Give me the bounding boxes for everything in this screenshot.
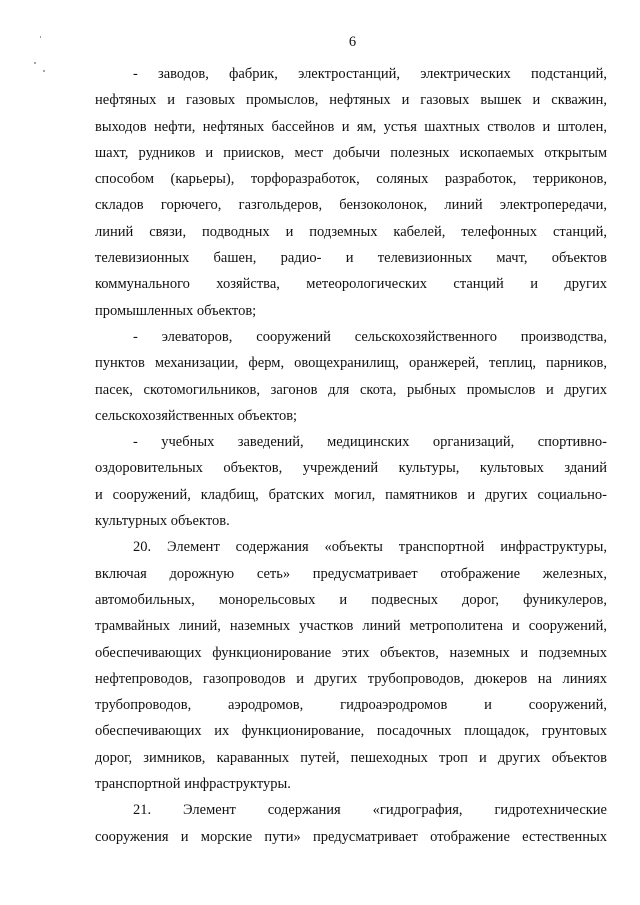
text-line: 20. Элемент содержания «объекты транспортной инфраструктуры, <box>133 539 607 556</box>
text-line: - заводов, фабрик, электростанций, электрических подстанций, <box>133 66 607 82</box>
text-line: трамвайных линий, наземных участков линий метрополитена и сооружений, <box>95 618 607 635</box>
text-line: трубопроводов, аэродромов, гидроаэродромов и сооружений, <box>95 697 607 714</box>
text-line: нефтяных и газовых промыслов, нефтяных и газовых вышек и скважин, <box>95 92 607 109</box>
scan-speck <box>43 70 45 72</box>
text-line: автомобильных, монорельсовых и подвесных дорог, фуникулеров, <box>95 591 607 608</box>
text-line: - элеваторов, сооружений сельскохозяйственного производства, <box>133 328 607 345</box>
text-line: промышленных объектов; <box>95 302 257 319</box>
scan-speck <box>34 62 36 64</box>
text-line: складов горючего, газгольдеров, бензоколонок, линий электропередачи, <box>95 197 607 214</box>
text-line: обеспечивающих их функционирование, посадочных площадок, грунтовых <box>95 723 607 740</box>
text-line: линий связи, подводных и подземных кабелей, телефонных станций, <box>95 223 607 240</box>
text-line: 21. Элемент содержания «гидрография, гидротехнические <box>133 802 607 819</box>
text-line: выходов нефти, нефтяных бассейнов и ям, устья шахтных стволов и штолен, <box>95 118 607 135</box>
text-line: телевизионных башен, радио- и телевизионных мачт, объектов <box>95 250 607 267</box>
text-line: пунктов механизации, ферм, овощехранилищ, оранжерей, теплиц, парников, <box>95 355 607 372</box>
body-text <box>95 61 607 850</box>
text-line: шахт, рудников и приисков, мест добычи полезных ископаемых открытым <box>95 144 607 161</box>
text-line: включая дорожную сеть» предусматривает отображение железных, <box>95 565 607 582</box>
text-line: и сооружений, кладбищ, братских могил, памятников и других социально- <box>95 486 607 503</box>
text-line: сельскохозяйственных объектов; <box>95 407 298 424</box>
text-line: способом (карьеры), торфоразработок, соляных разработок, терриконов, <box>95 171 607 188</box>
page-number: 6 <box>348 34 357 50</box>
text-line: обеспечивающих функционирование этих объектов, наземных и подземных <box>95 644 607 661</box>
text-line: дорог, зимников, караванных путей, пешеходных троп и других объектов <box>95 749 607 766</box>
text-line: оздоровительных объектов, учреждений культуры, культовых зданий <box>95 460 607 477</box>
text-line: - учебных заведений, медицинских организаций, спортивно- <box>133 434 607 451</box>
text-line: транспортной инфраструктуры. <box>95 776 291 793</box>
text-line: нефтепроводов, газопроводов и других трубопроводов, дюкеров на линиях <box>95 670 607 687</box>
text-line: культурных объектов. <box>95 513 230 530</box>
text-line: коммунального хозяйства, метеорологических станций и других <box>95 276 607 293</box>
text-line: сооружения и морские пути» предусматривает отображение естественных <box>95 828 607 845</box>
text-line: пасек, скотомогильников, загонов для скота, рыбных промыслов и других <box>95 381 607 398</box>
